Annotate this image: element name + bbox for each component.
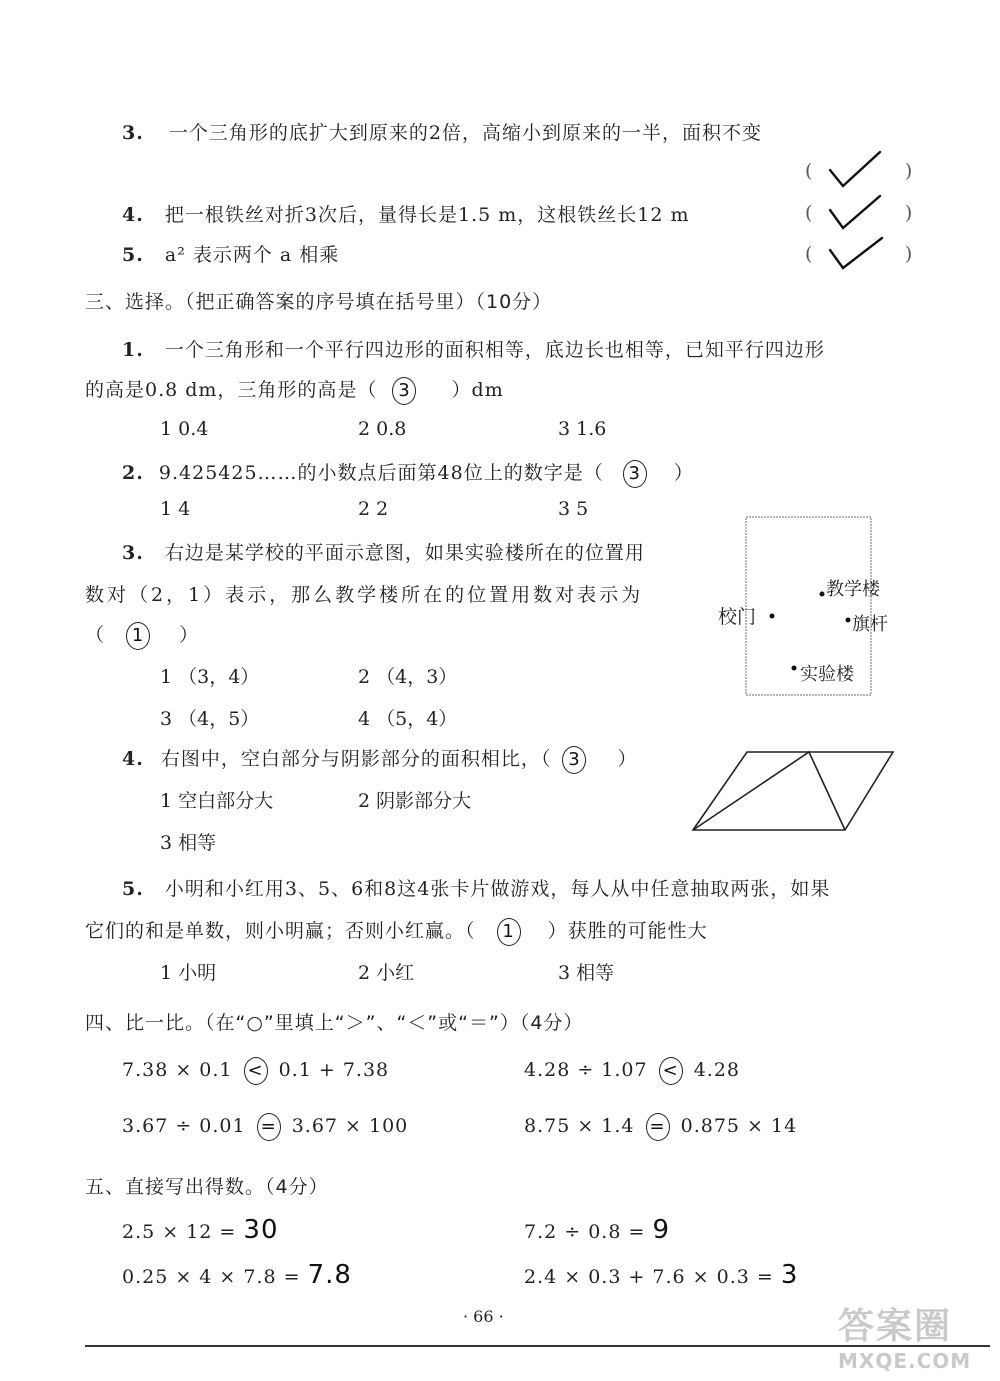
calc-expression: 0.25 × 4 × 7.8 = bbox=[122, 1266, 301, 1288]
choice-q3-line1 bbox=[122, 538, 645, 565]
choice-q3-line2: 数对（2，1）表示，那么教学楼所在的位置用数对表示为 bbox=[85, 584, 644, 606]
answer-paren: ( ) bbox=[805, 202, 914, 224]
judge-q5 bbox=[122, 240, 339, 267]
question-text: 一个三角形的底扩大到原来的2倍，高缩小到原来的一半，面积不变 bbox=[168, 122, 762, 144]
compare-right: 3.67 × 100 bbox=[291, 1115, 409, 1137]
option-2: 2 小红 bbox=[358, 962, 415, 984]
choice-q4 bbox=[122, 744, 638, 774]
option-1: 1 小明 bbox=[160, 962, 217, 984]
checkmark-icon bbox=[825, 192, 885, 234]
handwritten-answer: 7.8 bbox=[307, 1260, 352, 1290]
question-text: a² 表示两个 a 相乘 bbox=[164, 244, 340, 266]
compare-item bbox=[524, 1113, 797, 1141]
answer-paren: ( ) bbox=[805, 160, 914, 182]
question-number: 1. bbox=[122, 339, 144, 361]
section-4-title: 四、比一比。（在“○”里填上“＞”、“＜”或“＝”）（4分） bbox=[85, 1012, 584, 1034]
option-1: 1 空白部分大 bbox=[160, 790, 274, 812]
option-1: 1 0.4 bbox=[160, 418, 209, 440]
option-2: 2 阴影部分大 bbox=[358, 790, 472, 812]
question-number: 4. bbox=[122, 204, 144, 226]
handwritten-sign: = bbox=[646, 1113, 670, 1141]
question-text: ） bbox=[673, 462, 694, 484]
choice-q3-line3 bbox=[85, 620, 199, 650]
compare-item bbox=[122, 1113, 408, 1141]
map-label-flagpole: 旗杆 bbox=[852, 614, 888, 635]
page-number: · 66 · bbox=[463, 1307, 504, 1326]
question-text: 它们的和是单数，则小明赢；否则小红赢。（ bbox=[85, 920, 476, 942]
question-text: ）dm bbox=[451, 379, 504, 401]
map-label-teaching-building: 教学楼 bbox=[826, 579, 880, 600]
question-text: 的高是0.8 dm，三角形的高是（ bbox=[85, 379, 378, 401]
choice-q5-line1 bbox=[122, 874, 830, 901]
option-4: 4 （5，4） bbox=[358, 708, 458, 730]
question-number: 3. bbox=[122, 542, 144, 564]
question-number: 5. bbox=[122, 244, 144, 266]
answer-paren: ( ) bbox=[805, 243, 914, 265]
option-1: 1 （3，4） bbox=[160, 666, 260, 688]
map-label-lab-building: 实验楼 bbox=[800, 664, 854, 685]
option-3: 3 相等 bbox=[558, 962, 615, 984]
question-number: 4. bbox=[122, 748, 144, 770]
compare-right: 0.1 + 7.38 bbox=[278, 1059, 390, 1081]
choice-q2 bbox=[122, 458, 694, 488]
calc-item bbox=[524, 1215, 670, 1245]
checkmark-icon bbox=[825, 234, 887, 274]
watermark-text-bottom: MXQE.COM bbox=[838, 1349, 972, 1373]
question-text: ）获胜的可能性大 bbox=[547, 920, 708, 942]
calc-item bbox=[524, 1260, 798, 1290]
option-3: 3 5 bbox=[558, 498, 589, 520]
checkmark-icon bbox=[825, 148, 885, 193]
compare-right: 0.875 × 14 bbox=[680, 1115, 798, 1137]
question-number: 2. bbox=[122, 462, 144, 484]
handwritten-answer: 3 bbox=[780, 1260, 799, 1290]
handwritten-answer: 9 bbox=[652, 1215, 670, 1245]
handwritten-answer: 30 bbox=[243, 1215, 279, 1245]
option-3: 3 相等 bbox=[160, 832, 217, 854]
handwritten-sign: < bbox=[659, 1057, 683, 1085]
option-2: 2 （4，3） bbox=[358, 666, 458, 688]
question-number: 5. bbox=[122, 878, 144, 900]
watermark-text-top: 答案圈 bbox=[838, 1306, 953, 1347]
option-3: 3 1.6 bbox=[558, 418, 607, 440]
handwritten-answer: 3 bbox=[623, 460, 647, 488]
choice-q1-line2 bbox=[85, 375, 504, 405]
section-3-title: 三、选择。（把正确答案的序号填在括号里）（10分） bbox=[85, 291, 553, 313]
compare-left: 4.28 ÷ 1.07 bbox=[524, 1059, 648, 1081]
handwritten-answer: 1 bbox=[497, 918, 521, 946]
compare-left: 3.67 ÷ 0.01 bbox=[122, 1115, 246, 1137]
question-text: 右图中，空白部分与阴影部分的面积相比，（ bbox=[160, 748, 552, 770]
question-text: ） bbox=[179, 624, 200, 646]
map-label-school-gate: 校门 bbox=[718, 606, 757, 628]
calc-expression: 2.4 × 0.3 + 7.6 × 0.3 = bbox=[524, 1266, 774, 1288]
question-text: ） bbox=[617, 748, 638, 770]
compare-item bbox=[524, 1057, 740, 1085]
handwritten-sign: < bbox=[244, 1057, 268, 1085]
option-2: 2 2 bbox=[358, 498, 389, 520]
handwritten-answer: 3 bbox=[562, 746, 586, 774]
calc-item bbox=[122, 1260, 352, 1290]
compare-left: 7.38 × 0.1 bbox=[122, 1059, 233, 1081]
handwritten-sign: = bbox=[257, 1113, 281, 1141]
parallelogram-figure bbox=[685, 742, 900, 837]
question-text: 右边是某学校的平面示意图，如果实验楼所在的位置用 bbox=[164, 542, 645, 564]
handwritten-answer: 1 bbox=[126, 622, 150, 650]
section-5-title: 五、直接写出得数。（4分） bbox=[85, 1176, 329, 1198]
handwritten-answer: 3 bbox=[392, 377, 416, 405]
calc-item bbox=[122, 1215, 279, 1245]
option-2: 2 0.8 bbox=[358, 418, 407, 440]
calc-expression: 7.2 ÷ 0.8 = bbox=[524, 1221, 646, 1243]
compare-item bbox=[122, 1057, 389, 1085]
option-3: 3 （4，5） bbox=[160, 708, 260, 730]
choice-q1-line1 bbox=[122, 335, 825, 362]
watermark-logo bbox=[838, 1298, 988, 1376]
question-text: 小明和小红用3、5、6和8这4张卡片做游戏，每人从中任意抽取两张，如果 bbox=[164, 878, 831, 900]
judge-q4 bbox=[122, 200, 690, 227]
question-text: 9.425425……的小数点后面第48位上的数字是（ bbox=[158, 462, 604, 484]
question-text: 把一根铁丝对折3次后，量得长是1.5 m，这根铁丝长12 m bbox=[164, 204, 690, 226]
compare-right: 4.28 bbox=[693, 1059, 741, 1081]
option-1: 1 4 bbox=[160, 498, 191, 520]
question-text: 一个三角形和一个平行四边形的面积相等，底边长也相等，已知平行四边形 bbox=[164, 339, 825, 361]
calc-expression: 2.5 × 12 = bbox=[122, 1221, 237, 1243]
question-number: 3. bbox=[122, 122, 144, 144]
question-text: （ bbox=[85, 624, 106, 646]
choice-q5-line2 bbox=[85, 916, 708, 946]
compare-left: 8.75 × 1.4 bbox=[524, 1115, 635, 1137]
judge-q3 bbox=[122, 118, 762, 145]
